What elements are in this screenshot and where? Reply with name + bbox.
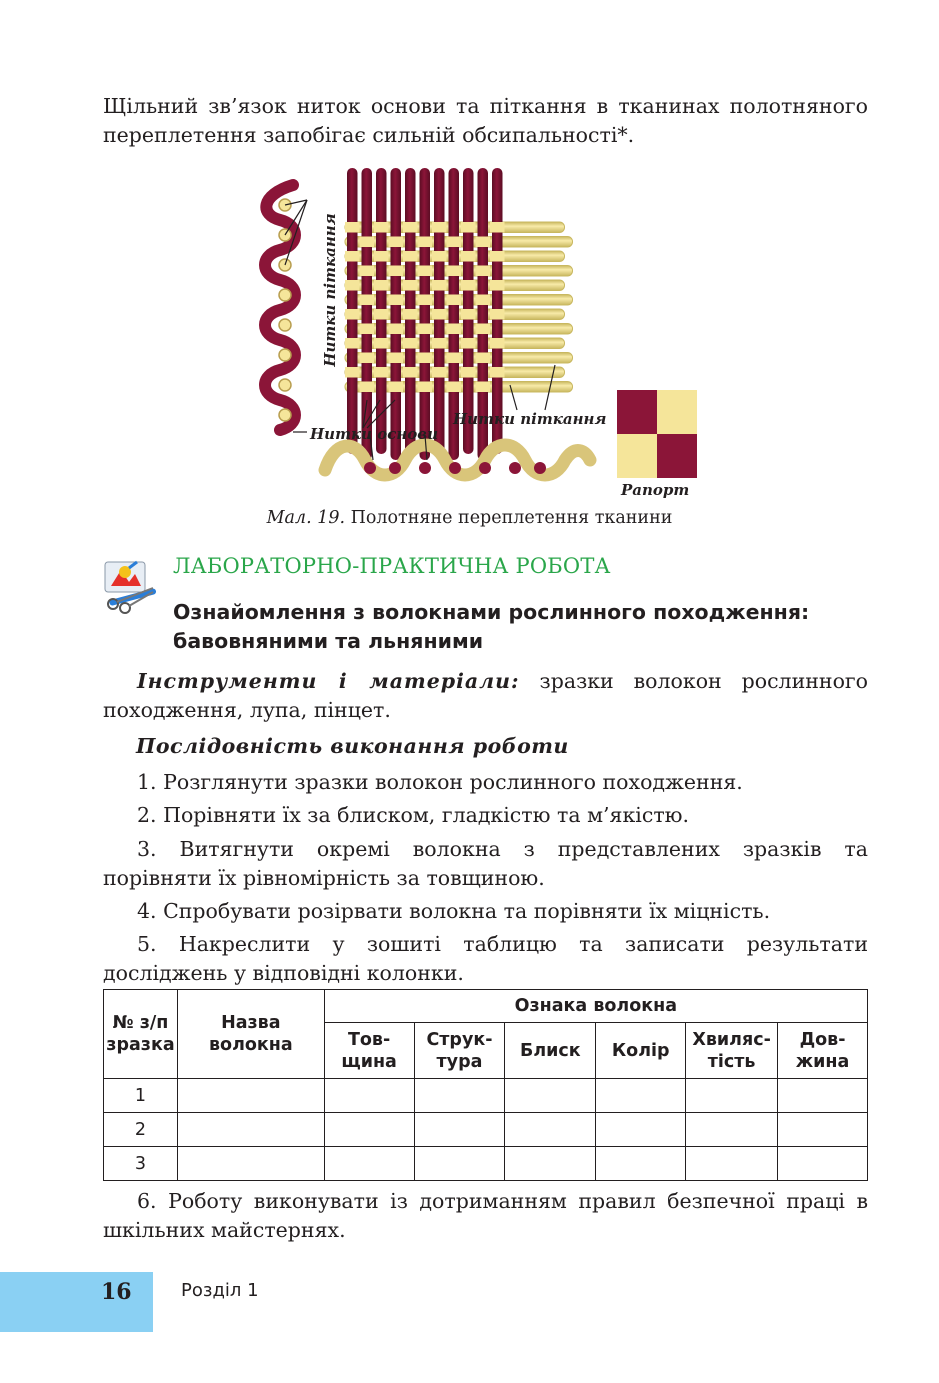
weft-cross-section	[265, 185, 295, 430]
row-number: 2	[104, 1113, 178, 1147]
weft-over-cell	[461, 367, 476, 378]
step-5: 5. Накреслити у зошиті таблицю та записати результати досліджень у відповідні колонки.	[103, 932, 868, 985]
weft-over-cell	[360, 266, 375, 277]
weft-over-cell	[432, 251, 447, 262]
step-6: 6. Роботу виконувати із дотриманням правил безпечної праці в шкільних майстернях.	[103, 1189, 868, 1242]
weft-over-cell	[345, 338, 360, 349]
header-number: № з/п зразка	[104, 990, 178, 1079]
weft-over-cell	[360, 382, 375, 393]
table-row	[104, 1079, 868, 1113]
weft-over-cell	[432, 280, 447, 291]
weft-over-cell	[447, 324, 462, 335]
weft-over-cell	[374, 222, 389, 233]
weft-over-cell	[360, 295, 375, 306]
tools-label: Інструменти і матеріали:	[137, 669, 520, 693]
weft-over-cell	[403, 222, 418, 233]
weft-over-cell	[345, 367, 360, 378]
step-4: 4. Спробувати розірвати волокна та порівняти їх міцність.	[137, 899, 771, 923]
weft-over-cell	[374, 251, 389, 262]
weft-over-cell	[476, 295, 491, 306]
weft-over-cell	[418, 353, 433, 364]
weft-over-cell	[461, 338, 476, 349]
row-number: 3	[104, 1147, 178, 1181]
table-row	[104, 1113, 868, 1147]
weft-over-cell	[360, 353, 375, 364]
weave-figure	[255, 160, 715, 505]
header-structure: Струк- тура	[414, 1023, 505, 1079]
lab-subtitle: Ознайомлення з волокнами рослинного походження: бавовняними та льняними	[173, 600, 810, 653]
warp-thread	[420, 168, 431, 460]
weft-over-cell	[374, 280, 389, 291]
weft-over-cell	[447, 353, 462, 364]
weft-over-cell	[403, 338, 418, 349]
label-repeat: Рапорт	[621, 481, 690, 499]
weft-over-cell	[476, 266, 491, 277]
warp-thread	[391, 168, 402, 460]
lab-title: ЛАБОРАТОРНО-ПРАКТИЧНА РОБОТА	[173, 554, 611, 578]
weft-over-cell	[389, 295, 404, 306]
weft-over-cell	[476, 353, 491, 364]
weft-over-cell	[461, 222, 476, 233]
weft-over-cell	[418, 266, 433, 277]
weft-over-cell	[403, 280, 418, 291]
intro-paragraph: Щільний зв’язок ниток основи та піткання в тканинах полотняного переплетення запобігає сильній обсипальності*.	[103, 94, 868, 147]
caption-text: Полотняне переплетення тканини	[350, 508, 673, 528]
weft-over-cell	[490, 251, 505, 262]
header-name: Назва волокна	[177, 990, 324, 1079]
weft-over-cell	[389, 382, 404, 393]
page-number: 16	[101, 1279, 132, 1305]
weft-over-cell	[403, 309, 418, 320]
weft-over-cell	[476, 382, 491, 393]
section-label: Розділ 1	[181, 1280, 259, 1301]
weft-over-cell	[418, 295, 433, 306]
header-feature-group: Ознака волокна	[324, 990, 867, 1023]
weft-over-cell	[374, 338, 389, 349]
weft-over-cell	[374, 367, 389, 378]
tools-paragraph	[103, 667, 868, 725]
weft-over-cell	[345, 309, 360, 320]
figure-caption	[0, 508, 939, 528]
label-warp: Нитки основи	[310, 425, 439, 443]
weft-over-cell	[490, 367, 505, 378]
weft-over-cell	[490, 309, 505, 320]
weft-over-cell	[418, 324, 433, 335]
row-number: 1	[104, 1079, 178, 1113]
weft-over-cell	[490, 338, 505, 349]
weft-over-cell	[490, 222, 505, 233]
weft-over-cell	[461, 280, 476, 291]
tools-text: зразки волокон рослинного походження, лупа, пінцет.	[103, 669, 868, 722]
repeat-swatch	[617, 390, 697, 478]
weft-over-cell	[418, 382, 433, 393]
weft-over-cell	[461, 309, 476, 320]
lab-tools-icon	[103, 558, 161, 614]
weft-over-cell	[360, 237, 375, 248]
header-length: Дов- жина	[778, 1023, 868, 1079]
step-1: 1. Розглянути зразки волокон рослинного походження.	[137, 770, 743, 794]
weft-over-cell	[432, 367, 447, 378]
table-row	[104, 1147, 868, 1181]
weft-over-cell	[447, 237, 462, 248]
label-weft-vertical: Нитки піткання	[321, 213, 339, 367]
header-color: Колір	[596, 1023, 686, 1079]
weft-over-cell	[432, 222, 447, 233]
weft-over-cell	[418, 237, 433, 248]
weft-over-cell	[389, 324, 404, 335]
label-weft: Нитки піткання	[453, 410, 607, 428]
weft-over-cell	[432, 309, 447, 320]
header-luster: Блиск	[505, 1023, 596, 1079]
weft-over-cell	[447, 266, 462, 277]
results-table	[103, 989, 868, 1181]
weft-over-cell	[403, 367, 418, 378]
weft-over-cell	[403, 251, 418, 262]
weft-over-cell	[490, 280, 505, 291]
weft-over-cell	[345, 280, 360, 291]
header-thickness: Тов- щина	[324, 1023, 414, 1079]
weft-over-cell	[447, 382, 462, 393]
weft-over-cell	[360, 324, 375, 335]
sequence-title: Послідовність виконання роботи	[136, 734, 569, 758]
step-2: 2. Порівняти їх за блиском, гладкістю та м’якістю.	[137, 803, 690, 827]
weft-over-cell	[432, 338, 447, 349]
weft-over-cell	[447, 295, 462, 306]
weft-over-cell	[476, 324, 491, 335]
weft-over-cell	[389, 266, 404, 277]
weft-over-cell	[345, 251, 360, 262]
caption-number: Мал. 19.	[266, 508, 346, 528]
header-waviness: Хвиляс- тість	[686, 1023, 778, 1079]
weft-over-cell	[374, 309, 389, 320]
weft-over-cell	[345, 222, 360, 233]
weft-over-cell	[461, 251, 476, 262]
weft-over-cell	[389, 353, 404, 364]
step-3: 3. Витягнути окремі волокна з представлених зразків та порівняти їх рівномірність за товщиною.	[103, 837, 868, 890]
weft-over-cell	[389, 237, 404, 248]
weft-over-cell	[476, 237, 491, 248]
